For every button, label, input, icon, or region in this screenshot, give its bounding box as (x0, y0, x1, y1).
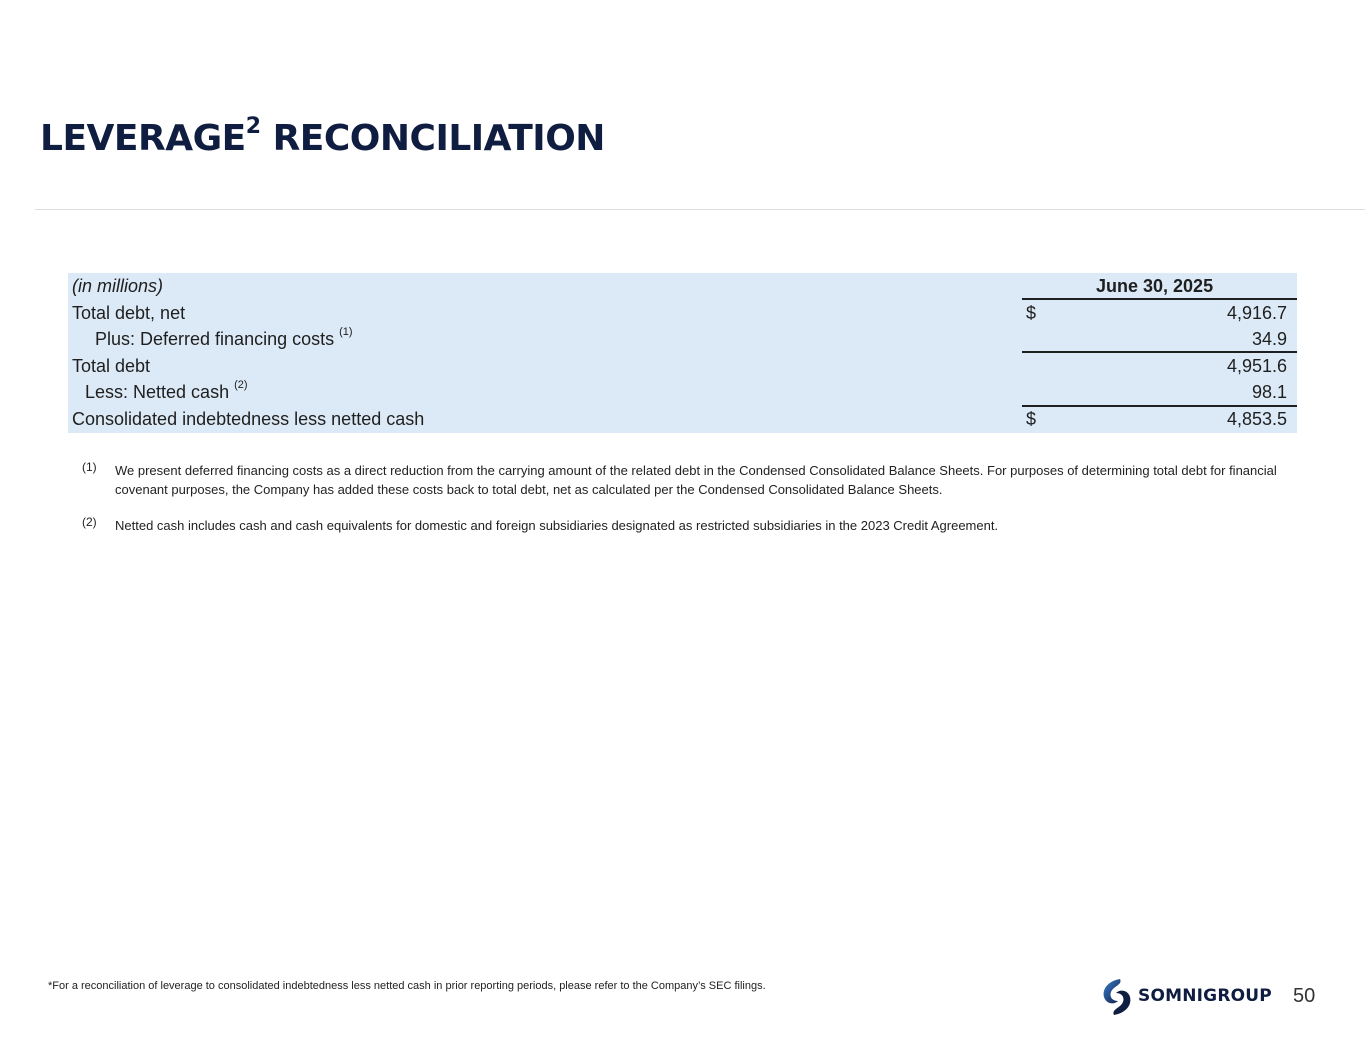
currency-symbol: $ (1026, 408, 1037, 429)
column-header: June 30, 2025 (1096, 276, 1214, 296)
row-value: 98.1 (1251, 382, 1287, 403)
row-value: 34.9 (1251, 329, 1287, 350)
row-label: Consolidated indebtedness less netted cash (72, 408, 425, 429)
bottom-disclaimer: *For a reconciliation of leverage to consolidated indebtedness less netted cash in prior reporting periods, please refer to the Company’s SEC filings. (48, 980, 766, 992)
footnotes (82, 461, 1302, 552)
row-label: Plus: Deferred financing costs $^{(1)}$ (95, 326, 353, 350)
table-row (68, 353, 1297, 380)
table-row (68, 406, 1297, 433)
page-title: LEVERAGE$^2$ RECONCILIATION (40, 114, 605, 159)
title-superscript: 2 (245, 114, 261, 139)
somnigroup-logo-icon (1100, 977, 1134, 1017)
table-row (68, 300, 1297, 327)
footnote-text: We present deferred financing costs as a direct reduction from the carrying amount of the related debt in the Condensed Consolidated Balance Sheets. For purposes of determining total debt for financial covenant purposes, the Company has added these costs back to total debt, net as calculated per the Condensed Consolidated Balance Sheets. (115, 463, 1277, 497)
company-logo (1100, 976, 1280, 1018)
table-row (68, 326, 1297, 353)
footnote-marker: (1) (339, 326, 353, 339)
title-divider (35, 209, 1365, 210)
table-row (68, 379, 1297, 406)
logo-text: SOMNIGROUP (1138, 986, 1272, 1006)
footnote-item (82, 461, 1302, 499)
footnote-item (82, 516, 1302, 535)
footnote-number: (2) (82, 515, 97, 529)
page-number: 50 (1293, 985, 1316, 1007)
footnote-marker: (2) (234, 379, 248, 392)
unit-label: (in millions) (72, 276, 164, 296)
currency-symbol: $ (1026, 302, 1037, 323)
row-value: 4,916.7 (1226, 302, 1287, 323)
leverage-table (68, 273, 1297, 433)
footnote-number: (1) (82, 460, 97, 474)
row-value: 4,951.6 (1226, 355, 1287, 376)
row-label: Total debt, net (72, 302, 186, 323)
row-label: Total debt (72, 355, 151, 376)
row-label: Less: Netted cash $^{(2)}$ (85, 379, 248, 403)
row-value: 4,853.5 (1226, 408, 1287, 429)
footnote-text: Netted cash includes cash and cash equivalents for domestic and foreign subsidiaries designated as restricted subsidiaries in the 2023 Credit Agreement. (115, 518, 999, 533)
table-header-row (68, 273, 1297, 300)
